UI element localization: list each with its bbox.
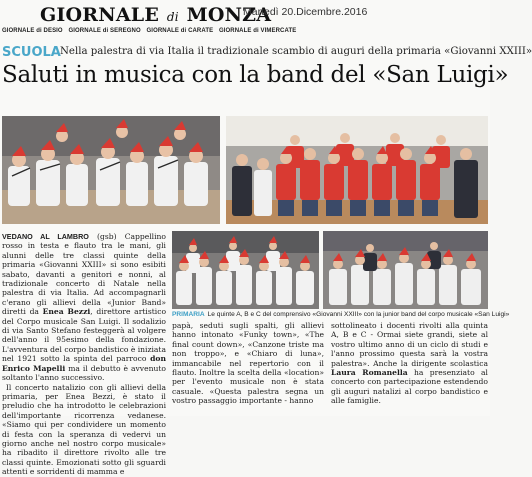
publication-date: Martedì 20.Dicembre.2016 <box>243 6 368 18</box>
photo-junior-band <box>226 116 488 224</box>
section-label: SCUOLA <box>2 45 61 60</box>
edition-carate: GIORNALE di CARATE <box>146 28 214 34</box>
article-column-2 <box>172 321 324 414</box>
person-name-don-enrico-mapelli: don Enrico Mapelli <box>2 354 166 373</box>
photo-class-group-left <box>172 231 319 309</box>
column-2-text: papà, seduti sugli spalti, gli allievi hanno intonato «Funky town», «The final count down», «Canzone triste ma non troppo», e «Chiaro di luna», immancabile nel repertorio con il flauto. Inoltre la scelta della «location» per l'evento musicale non è stata casuale. «Questa palestra segna un vostro passaggio importante - hanno <box>172 321 324 406</box>
paragraph-2: Il concerto natalizio con gli allievi della primaria, per Enea Bezzi, è stato il preludio che ha introdotto le celebrazioni dell'importante ricorrenza vedanese. «Siamo qui per condividere un momento di festa con la speranza di vedervi un giorno anche nel nostro corpo musicale» ha ribadito il direttore rivolto alle tre classi quinte. Emozionati sotto gli sguardi attenti e sorridenti di mamma e <box>2 382 166 477</box>
edition-list <box>2 28 300 34</box>
article-column-3 <box>331 321 488 414</box>
byline-location: VEDANO AL LAMBRO <box>2 232 89 241</box>
edition-desio: GIORNALE di DESIO <box>2 28 63 34</box>
caption-text: Le quinte A, B e C del comprensivo «Giovanni XXIII» con la junior band del corpo musicale «San Luigi» <box>207 311 510 318</box>
person-name-enea-bezzi: Enea Bezzi <box>42 307 91 317</box>
paragraph-1-part-2: , direttore artistico del Corpo musicale San Luigi. Il sodalizio di via Santo Stefano festeggerà al volgere dell'anno il 95esimo della fondazione. L'avventura del corpo bandistico è iniziata nel 1921 sotto la spinta del parroco <box>2 307 167 364</box>
byline-author: (gsb) <box>97 232 117 241</box>
paragraph-1-part-3: ma il debutto è avvenuto soltanto l'anno successivo. <box>2 363 166 383</box>
article-kicker: Nella palestra di via Italia il tradizionale scambio di auguri della primaria «Giovanni XXIII» <box>60 46 532 57</box>
newspaper-title: GIORNALE di MONZA <box>40 4 272 26</box>
article-column-1 <box>2 232 167 477</box>
column-3-text-part-2: ha presenziato al concerto con partecipazione estendendo gli auguri natalizi al corpo bandistico e alle famiglie. <box>331 368 488 406</box>
paragraph-1-part-1: Cappellino rosso in testa e flauto tra le mani, gli alunni delle tre classi quinte della primaria «Giovanni XXIII» si sono esibiti sabato, davanti a genitori e nonni, al tradizionale concerto di Natale nella palestra di via Italia. Ad accompagnarli c'erano gli allievi della «Junior Band» diretti da <box>2 232 166 317</box>
person-name-laura-romanella: Laura Romanella <box>331 368 408 378</box>
masthead <box>0 0 490 38</box>
photo-students-flutes <box>2 116 220 224</box>
edition-vimercate: GIORNALE di VIMERCATE <box>219 28 297 34</box>
photo-caption <box>172 311 510 318</box>
photo-class-group-right <box>323 231 488 309</box>
edition-seregno: GIORNALE di SEREGNO <box>68 28 141 34</box>
article-headline: Saluti in musica con la band del «San Luigi» <box>2 62 509 88</box>
caption-label: PRIMARIA <box>172 311 205 318</box>
column-3-text-part-1: sottolineato i docenti rivolti alla quinta A, B e C - Ormai siete grandi, siete al vostro ultimo anno di un ciclo di studi e l'anno prossimo questa sarà la vostra palestra». Anche la dirigente scolastica <box>331 321 488 368</box>
